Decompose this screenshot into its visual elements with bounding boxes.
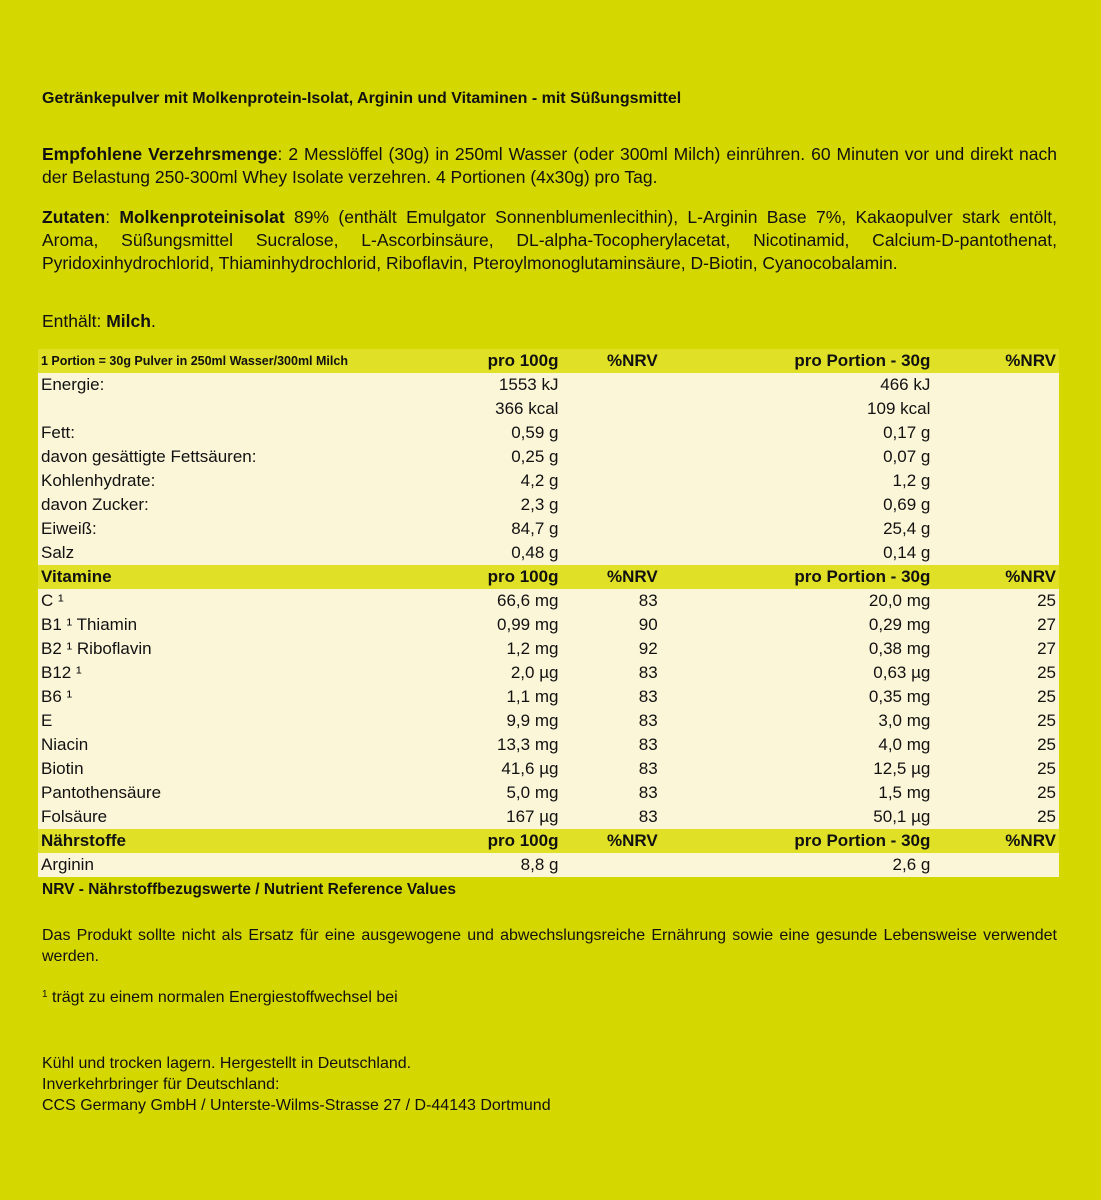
table-cell: 0,99 mg (420, 613, 562, 637)
table-header-cell: %NRV (933, 565, 1059, 589)
table-cell: 9,9 mg (420, 709, 562, 733)
table-header-cell: pro Portion - 30g (661, 829, 934, 853)
table-row (38, 373, 1059, 397)
allergen-info (42, 310, 1057, 333)
table-cell: 0,07 g (661, 445, 934, 469)
footnote-mark: 1 (42, 989, 48, 1000)
table-row (38, 613, 1059, 637)
table-cell: 0,38 mg (661, 637, 934, 661)
table-row (38, 709, 1059, 733)
table-cell (933, 541, 1059, 565)
table-cell: 25,4 g (661, 517, 934, 541)
table-cell: 20,0 mg (661, 589, 934, 613)
nrv-note: NRV - Nährstoffbezugswerte / Nutrient Reference Values (42, 881, 457, 898)
table-row (38, 397, 1059, 421)
table-cell: davon Zucker: (38, 493, 420, 517)
table-cell: 25 (933, 805, 1059, 829)
table-cell: 0,29 mg (661, 613, 934, 637)
table-cell: 83 (561, 589, 660, 613)
ingredients (42, 206, 1057, 275)
table-cell (933, 517, 1059, 541)
ingredients-main: Molkenproteinisolat (119, 207, 285, 227)
table-cell (561, 541, 660, 565)
table-row (38, 421, 1059, 445)
table-row (38, 445, 1059, 469)
table-cell: 41,6 µg (420, 757, 562, 781)
table-header-cell: pro 100g (420, 349, 562, 373)
dose-text: : 2 Messlöffel (30g) in 250ml Wasser (oder 300ml Milch) einrühren. 60 Minuten vor und direkt nach der Belastung 250-300ml Whey Isolate verzehren. 4 Portionen (4x30g) pro Tag. (42, 144, 1057, 187)
table-cell: 25 (933, 685, 1059, 709)
table-cell: B2 ¹ Riboflavin (38, 637, 420, 661)
table-cell: 2,3 g (420, 493, 562, 517)
allergen: Milch (106, 311, 151, 331)
table-cell: 0,17 g (661, 421, 934, 445)
table-row (38, 685, 1059, 709)
table-cell: 27 (933, 637, 1059, 661)
ingredients-sep: : (105, 207, 120, 227)
table-cell: Folsäure (38, 805, 420, 829)
table-header-cell: %NRV (933, 829, 1059, 853)
table-row (38, 637, 1059, 661)
table-header-cell: pro 100g (420, 829, 562, 853)
table-row (38, 469, 1059, 493)
table-row (38, 589, 1059, 613)
table-cell: Eiweiß: (38, 517, 420, 541)
table-cell (561, 517, 660, 541)
table-cell: 0,69 g (661, 493, 934, 517)
table-header-cell: pro 100g (420, 565, 562, 589)
footnote-text: trägt zu einem normalen Energiestoffwechsel bei (47, 989, 398, 1006)
table-cell: davon gesättigte Fettsäuren: (38, 445, 420, 469)
table-cell: 3,0 mg (661, 709, 934, 733)
table-cell (933, 493, 1059, 517)
table-cell: 0,48 g (420, 541, 562, 565)
table-row (38, 661, 1059, 685)
table-cell: 13,3 mg (420, 733, 562, 757)
table-header-cell: %NRV (561, 829, 660, 853)
table-cell: 2,0 µg (420, 661, 562, 685)
table-header-cell: pro Portion - 30g (661, 565, 934, 589)
table-cell: Energie: (38, 373, 420, 397)
contains-label: Enthält: (42, 311, 107, 331)
table-cell: 25 (933, 733, 1059, 757)
disclaimer: Das Produkt sollte nicht als Ersatz für eine ausgewogene und abwechslungsreiche Ernährung sowie eine gesunde Lebensweise verwendet werden. (42, 927, 1057, 965)
ingredients-text: 89% (enthält Emulgator Sonnenblumenlecithin), L-Arginin Base 7%, Kakaopulver stark entölt, Aroma, Süßungsmittel Sucralose, L-Ascorbinsäure, DL-alpha-Tocopherylacetat, Nicotinamid, Calcium-D-pantothenat, Pyridoxinhydrochlorid, Thiaminhydrochlorid, Riboflavin, Pteroylmonoglutaminsäure, D-Biotin, Cyanocobalamin. (42, 207, 1057, 273)
table-header-cell: Vitamine (38, 565, 420, 589)
table-cell: 25 (933, 661, 1059, 685)
table-cell (933, 397, 1059, 421)
table-row (38, 781, 1059, 805)
table-cell: 0,25 g (420, 445, 562, 469)
table-cell: Salz (38, 541, 420, 565)
table-cell: Pantothensäure (38, 781, 420, 805)
table-cell: 90 (561, 613, 660, 637)
table-cell (933, 373, 1059, 397)
table-header-cell: Nährstoffe (38, 829, 420, 853)
table-cell: 25 (933, 757, 1059, 781)
storage-line: Kühl und trocken lagern. Hergestellt in Deutschland. (42, 1055, 412, 1072)
table-cell: 5,0 mg (420, 781, 562, 805)
table-cell: Biotin (38, 757, 420, 781)
table-cell: 366 kcal (420, 397, 562, 421)
table-header-cell: pro Portion - 30g (661, 349, 934, 373)
table-header-cell: %NRV (561, 349, 660, 373)
table-cell (561, 373, 660, 397)
table-cell: 25 (933, 589, 1059, 613)
dose-label: Empfohlene Verzehrsmenge (42, 144, 278, 164)
table-cell: 466 kJ (661, 373, 934, 397)
table-cell: 0,63 µg (661, 661, 934, 685)
table-cell (933, 469, 1059, 493)
table-cell (561, 397, 660, 421)
table-cell: 8,8 g (420, 853, 562, 877)
table-cell (561, 853, 660, 877)
table-cell: Fett: (38, 421, 420, 445)
table-header-row (38, 565, 1059, 589)
table-cell: 66,6 mg (420, 589, 562, 613)
table-cell: 25 (933, 781, 1059, 805)
nutrition-table-body (38, 349, 1059, 877)
distributor-label: Inverkehrbringer für Deutschland: (42, 1076, 280, 1093)
ingredients-label: Zutaten (42, 207, 106, 227)
table-cell: 0,14 g (661, 541, 934, 565)
table-cell (561, 469, 660, 493)
table-cell: 50,1 µg (661, 805, 934, 829)
table-header-cell: %NRV (933, 349, 1059, 373)
table-cell: 0,35 mg (661, 685, 934, 709)
table-cell: B12 ¹ (38, 661, 420, 685)
table-cell (38, 397, 420, 421)
table-cell (933, 853, 1059, 877)
table-row (38, 541, 1059, 565)
recommended-dose (42, 143, 1057, 189)
contains-end: . (150, 311, 156, 331)
table-row (38, 517, 1059, 541)
table-cell: 12,5 µg (661, 757, 934, 781)
table-header-cell: %NRV (561, 565, 660, 589)
table-cell: 83 (561, 661, 660, 685)
table-cell (561, 421, 660, 445)
table-cell: 83 (561, 733, 660, 757)
distributor-address: CCS Germany GmbH / Unterste-Wilms-Strasse 27 / D-44143 Dortmund (42, 1097, 551, 1114)
table-cell: C ¹ (38, 589, 420, 613)
product-title: Getränkepulver mit Molkenprotein-Isolat, Arginin und Vitaminen - mit Süßungsmittel (42, 90, 682, 107)
table-cell: 84,7 g (420, 517, 562, 541)
table-cell (561, 445, 660, 469)
table-cell: 83 (561, 709, 660, 733)
table-cell: 1,2 mg (420, 637, 562, 661)
table-header-row (38, 349, 1059, 373)
table-cell: 0,59 g (420, 421, 562, 445)
table-cell: 1,1 mg (420, 685, 562, 709)
table-cell: 1553 kJ (420, 373, 562, 397)
table-header-row (38, 829, 1059, 853)
nutrition-table (38, 349, 1059, 877)
table-cell: 1,5 mg (661, 781, 934, 805)
table-cell: E (38, 709, 420, 733)
table-row (38, 493, 1059, 517)
table-cell: 92 (561, 637, 660, 661)
table-cell: 83 (561, 757, 660, 781)
table-cell: 109 kcal (661, 397, 934, 421)
table-row (38, 757, 1059, 781)
table-row (38, 805, 1059, 829)
footnote (42, 989, 398, 1007)
table-cell: B1 ¹ Thiamin (38, 613, 420, 637)
table-cell: 83 (561, 685, 660, 709)
table-cell: 1,2 g (661, 469, 934, 493)
table-cell: 4,2 g (420, 469, 562, 493)
table-cell: 83 (561, 781, 660, 805)
table-cell: 83 (561, 805, 660, 829)
table-cell: B6 ¹ (38, 685, 420, 709)
table-cell: 4,0 mg (661, 733, 934, 757)
table-row (38, 733, 1059, 757)
storage-info (42, 1053, 551, 1116)
table-cell: Kohlenhydrate: (38, 469, 420, 493)
table-cell: 2,6 g (661, 853, 934, 877)
table-cell: Niacin (38, 733, 420, 757)
table-cell (561, 493, 660, 517)
table-cell (933, 445, 1059, 469)
table-cell: 27 (933, 613, 1059, 637)
table-header-cell: 1 Portion = 30g Pulver in 250ml Wasser/300ml Milch (38, 349, 420, 373)
table-cell (933, 421, 1059, 445)
table-cell: Arginin (38, 853, 420, 877)
table-cell: 167 µg (420, 805, 562, 829)
table-cell: 25 (933, 709, 1059, 733)
table-row (38, 853, 1059, 877)
